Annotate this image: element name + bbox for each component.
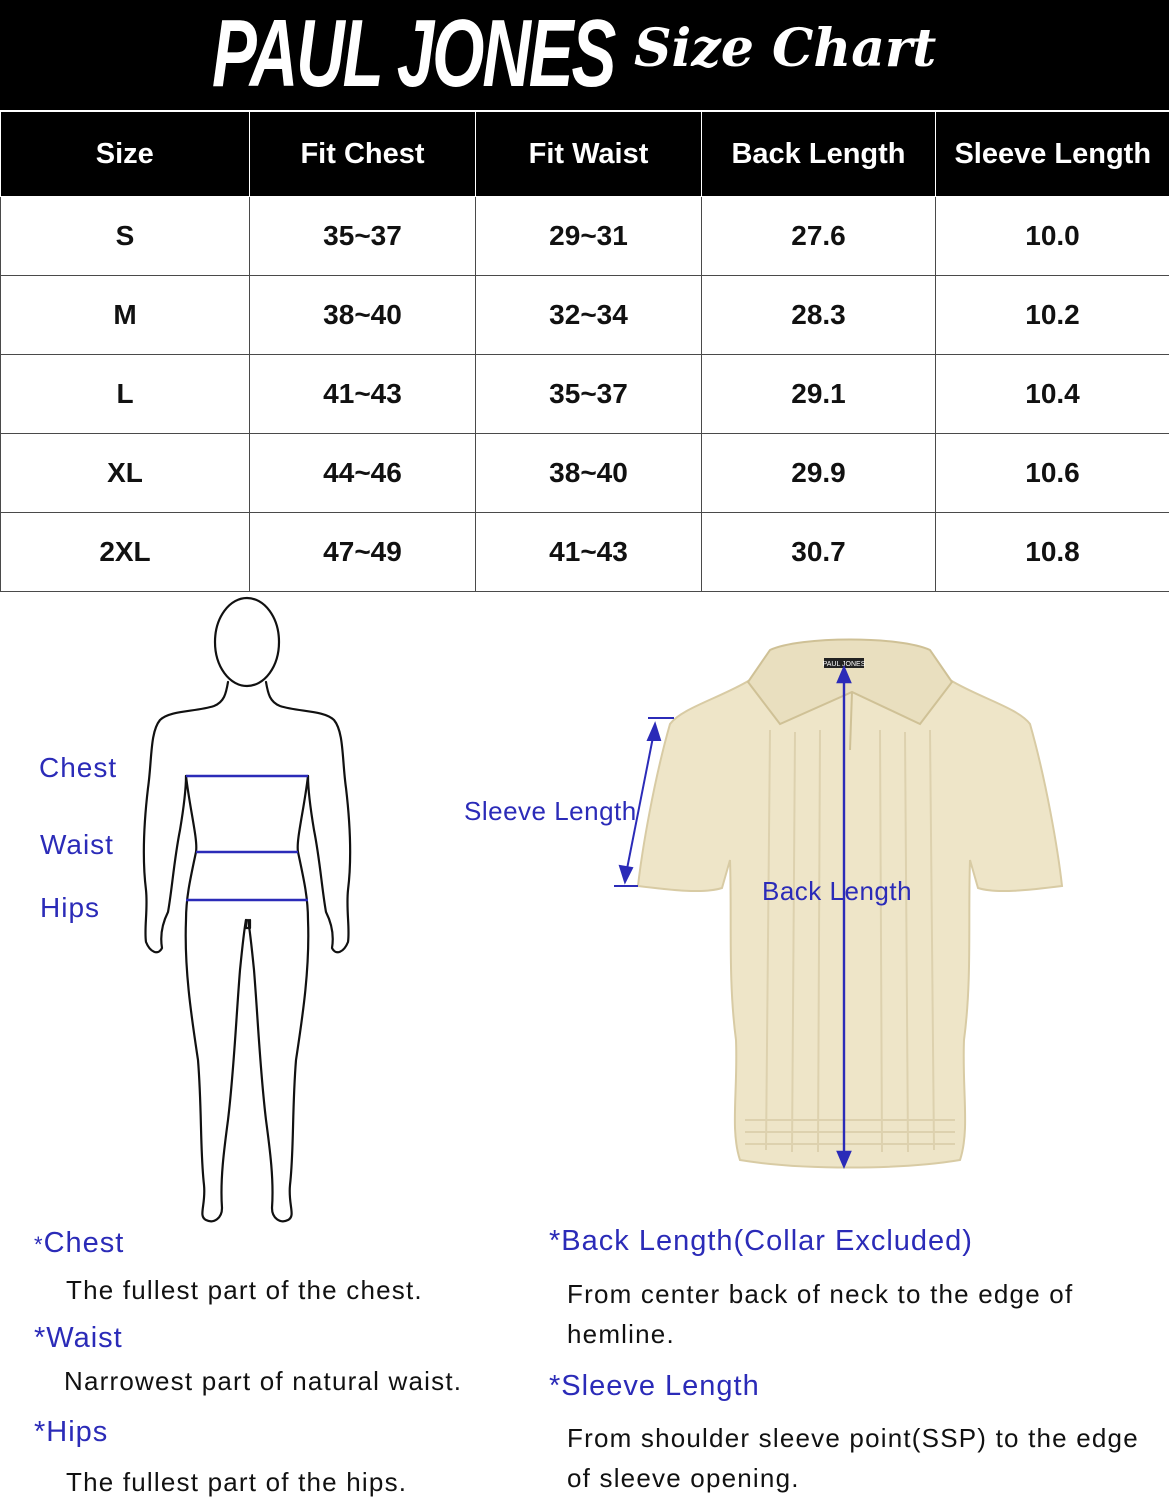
cell-sleeve-length: 10.6: [936, 434, 1169, 513]
table-row: [1, 355, 1169, 434]
column-header-fit-chest: Fit Chest: [250, 112, 476, 197]
cell-size: 2XL: [1, 513, 250, 592]
cell-size: XL: [1, 434, 250, 513]
cell-fit-waist: 32~34: [476, 276, 702, 355]
column-header-fit-waist: Fit Waist: [476, 112, 702, 197]
note-text-sleeve-length: From shoulder sleeve point(SSP) to the edge of sleeve opening.: [567, 1418, 1147, 1498]
column-header-sleeve-length: Sleeve Length: [936, 112, 1169, 197]
cell-back-length: 29.9: [702, 434, 936, 513]
cell-sleeve-length: 10.4: [936, 355, 1169, 434]
note-text-chest: The fullest part of the chest.: [66, 1270, 506, 1310]
shirt-label-back-length: Back Length: [762, 876, 912, 907]
body-label-chest: Chest: [39, 752, 117, 784]
shirt-tag-text: PAUL JONES: [823, 661, 866, 668]
cell-fit-waist: 41~43: [476, 513, 702, 592]
size-table: [0, 112, 1169, 592]
cell-fit-chest: 35~37: [250, 197, 476, 276]
cell-fit-waist: 29~31: [476, 197, 702, 276]
table-row: [1, 197, 1169, 276]
table-row: [1, 513, 1169, 592]
column-header-size: Size: [1, 112, 250, 197]
cell-fit-chest: 38~40: [250, 276, 476, 355]
note-text-back-length: From center back of neck to the edge of hemline.: [567, 1274, 1127, 1354]
note-title-hips: *Hips: [34, 1416, 108, 1449]
table-row: [1, 276, 1169, 355]
cell-size: L: [1, 355, 250, 434]
cell-size: S: [1, 197, 250, 276]
cell-size: M: [1, 276, 250, 355]
note-text-hips: The fullest part of the hips.: [66, 1462, 506, 1502]
cell-sleeve-length: 10.0: [936, 197, 1169, 276]
cell-fit-waist: 35~37: [476, 355, 702, 434]
cell-sleeve-length: 10.8: [936, 513, 1169, 592]
table-row: [1, 434, 1169, 513]
cell-back-length: 28.3: [702, 276, 936, 355]
note-title-chest: *Chest: [34, 1227, 124, 1260]
table-header-row: [1, 112, 1169, 197]
body-label-hips: Hips: [40, 892, 100, 924]
shirt-body: [638, 680, 1062, 1168]
cell-back-length: 30.7: [702, 513, 936, 592]
cell-sleeve-length: 10.2: [936, 276, 1169, 355]
cell-fit-chest: 47~49: [250, 513, 476, 592]
header-banner: [0, 0, 1169, 110]
cell-fit-waist: 38~40: [476, 434, 702, 513]
note-title-sleeve-length: *Sleeve Length: [549, 1370, 760, 1403]
body-label-waist: Waist: [40, 829, 114, 861]
note-text-waist: Narrowest part of natural waist.: [64, 1361, 524, 1401]
size-chart-title: Size Chart: [634, 14, 936, 84]
note-title-back-length: *Back Length(Collar Excluded): [549, 1225, 973, 1258]
cell-fit-chest: 44~46: [250, 434, 476, 513]
note-title-waist: *Waist: [34, 1322, 123, 1355]
brand-logo-text: PAUL JONES: [212, 4, 614, 104]
cell-back-length: 29.1: [702, 355, 936, 434]
shirt-label-sleeve-length: Sleeve Length: [464, 796, 637, 827]
column-header-back-length: Back Length: [702, 112, 936, 197]
cell-back-length: 27.6: [702, 197, 936, 276]
cell-fit-chest: 41~43: [250, 355, 476, 434]
